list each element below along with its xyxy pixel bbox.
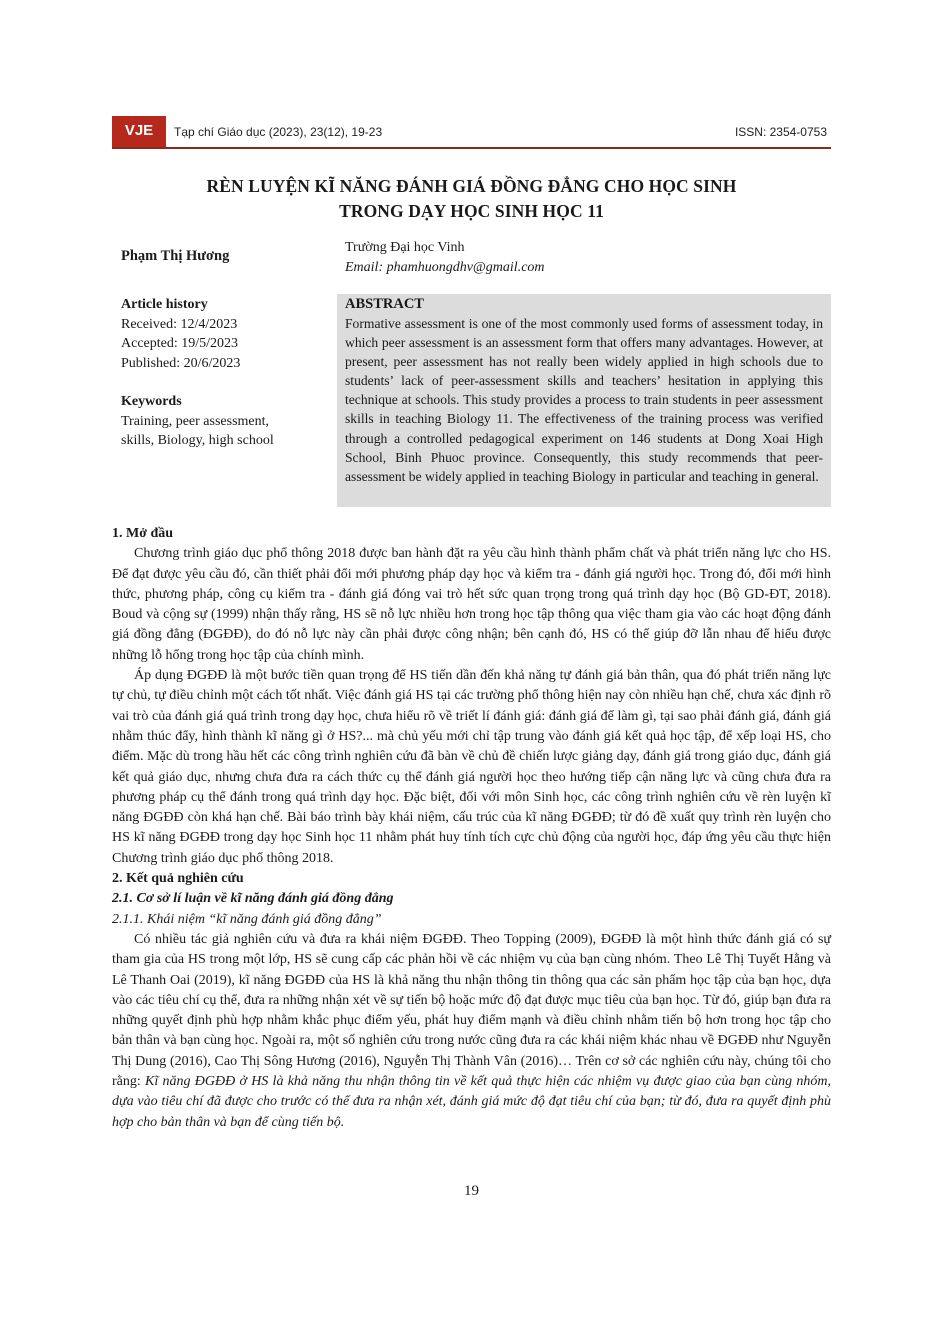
abstract-text: Formative assessment is one of the most commonly used forms of assessment today, in which peer assessment is an assessment form that offers many advantages. However, at present, peer assessment has not really been widely applied in high schools due to students’ lack of peer-assessment skills and teachers’ hesitation in applying this technique at schools. This study provides a process to train students in peer assessment skills in teaching Biology 11. The effectiveness of the training process was verified through a controlled pedagogical experiment on 146 students at Dong Xoai High School, Binh Phuoc province. Consequently, this study recommends that peer-assessment be widely applied in teaching Biology in particular and teaching in general. <box>345 316 823 484</box>
author-name: Phạm Thị Hương <box>121 248 230 264</box>
abstract-heading: ABSTRACT <box>345 296 424 312</box>
affiliation: Trường Đại học Vinh <box>345 240 465 255</box>
subsubsection-heading-2-1-1: 2.1.1. Khái niệm “kĩ năng đánh giá đồng đẳng” <box>112 911 382 927</box>
article-title <box>112 174 831 224</box>
page-number: 19 <box>464 1183 479 1199</box>
abstract-box <box>337 294 831 507</box>
section-heading-intro: 1. Mở đầu <box>112 526 174 541</box>
journal-header <box>112 116 831 148</box>
section-heading-results: 2. Kết quả nghiên cứu <box>112 871 244 887</box>
received-date: Received: 12/4/2023 <box>121 316 238 332</box>
subsection-heading-2-1: 2.1. Cơ sở lí luận về kĩ năng đánh giá đồng đẳng <box>112 891 394 907</box>
keywords-label: Keywords <box>121 394 182 409</box>
paragraph-3-definition: Kĩ năng ĐGĐĐ ở HS là khả năng thu nhận thông tin về kết quả thực hiện các nhiệm vụ được giao của bạn cùng nhóm, dựa vào tiêu chí đã được cho trước có thể đưa ra nhận xét, đánh giá mức độ đạt tiêu chí của bạn; từ đó, đưa ra quyết định phù hợp cho bản thân và bạn để cùng tiến bộ. <box>112 1074 832 1130</box>
paragraph-1: Chương trình giáo dục phổ thông 2018 được ban hành đặt ra yêu cầu hình thành phẩm chất và phát triển năng lực cho HS. Để đạt được yêu cầu đó, cần thiết phải đổi mới phương pháp dạy học và kiểm tra - đánh giá người học. Trong đó, đổi mới hình thức, phương pháp, công cụ kiểm tra - đánh giá đóng vai trò hết sức quan trọng trong quá trình dạy học (Bộ GD-ĐT, 2018). Boud và cộng sự (1999) nhận thấy rằng, HS sẽ nỗ lực nhiều hơn trong học tập thông qua việc tham gia vào các hoạt động đánh giá đồng đẳng (ĐGĐĐ), do đó nỗ lực này cần phải được công nhận; bên cạnh đó, HS có thể giúp đỡ lẫn nhau để hiểu được những lỗ hổng trong học tập của chính mình. <box>112 546 831 663</box>
title-line-2: TRONG DẠY HỌC SINH HỌC 11 <box>339 201 604 221</box>
journal-reference: Tạp chí Giáo dục (2023), 23(12), 19-23 <box>174 125 383 139</box>
vje-logo-badge: VJE <box>112 116 166 148</box>
accepted-date: Accepted: 19/5/2023 <box>121 336 239 351</box>
title-line-1: RÈN LUYỆN KĨ NĂNG ĐÁNH GIÁ ĐỒNG ĐẲNG CHO HỌC SINH <box>206 176 737 196</box>
published-date: Published: 20/6/2023 <box>121 355 241 371</box>
paragraph-3-text: Có nhiều tác giả nghiên cứu và đưa ra khái niệm ĐGĐĐ. Theo Topping (2009), ĐGĐĐ là một hình thức đánh giá có sự tham gia của HS trong một lớp, HS sẽ cung cấp các phản hồi về các nhiệm vụ của bạn cùng nhóm. Theo Lê Thị Tuyết Hằng và Lê Thanh Oai (2019), kĩ năng ĐGĐĐ của HS là khả năng thu nhận thông tin thông qua các sản phẩm học tập của bạn học, dựa vào các tiêu chí cụ thể, đưa ra những nhận xét về sự tiến bộ hoặc mức độ đạt được mục tiêu của bạn học. Từ đó, giúp bạn đưa ra những quyết định phù hợp nhằm khắc phục điểm yếu, phát huy điểm mạnh và điều chỉnh nhằm tiến bộ hơn trong học tập cho bản thân và bạn cùng học. Ngoài ra, một số nghiên cứu trong nước cũng đưa ra các khái niệm khác nhau về ĐGĐĐ như Nguyễn Thị Dung (2016), Cao Thị Sông Hương (2016), Nguyễn Thị Thành Vân (2016)… Trên cơ sở các nghiên cứu này, chúng tôi cho rằng: <box>112 931 831 1090</box>
author-email: Email: phamhuongdhv@gmail.com <box>345 260 545 275</box>
header-divider <box>112 147 831 149</box>
paragraph-2: Áp dụng ĐGĐĐ là một bước tiền quan trọng để HS tiến dần đến khả năng tự đánh giá bản thân, qua đó phát triển năng lực tự chủ, tự điều chỉnh một cách tốt nhất. Việc đánh giá HS tại các trường phổ thông hiện nay còn nhiều hạn chế, chưa xác định rõ vai trò của đánh giá quá trình trong dạy học, chưa hiểu rõ về triết lí đánh giá: đánh giá để làm gì, tại sao phải đánh giá, đánh giá nhằm thúc đẩy, hình thành kĩ năng gì ở HS?... mà chủ yếu mới chỉ tập trung vào đánh giá kết quả học tập, để xếp loại HS, cho điểm. Mặc dù trong hầu hết các công trình nghiên cứu đã bàn về chủ đề chiến lược giảng dạy, đánh giá trong giáo dục, đánh giá kết quả giáo dục, nhưng chưa đưa ra cách thức cụ thể đánh giá người học theo hướng tiếp cận năng lực và cũng chưa đưa ra phương pháp cụ thể đánh trong quá trình dạy học. Đặc biệt, đối với môn Sinh học, các công trình nghiên cứu về rèn luyện kĩ năng ĐGĐĐ còn khá hạn chế. Bài báo trình bày khái niệm, cấu trúc của kĩ năng ĐGĐĐ; từ đó đề xuất quy trình rèn luyện cho HS kĩ năng ĐGĐĐ trong dạy học Sinh học 11 nhằm phát huy tính tích cực chủ động của người học, đáp ứng yêu cầu thực hiện Chương trình giáo dục phổ thông 2018. <box>112 668 831 866</box>
issn-number: ISSN: 2354-0753 <box>734 125 827 139</box>
paragraph-3 <box>112 930 831 1133</box>
author-affiliation-block <box>345 238 545 278</box>
article-body <box>112 524 831 1133</box>
article-history-label: Article history <box>121 297 208 312</box>
keywords-line-2: skills, Biology, high school <box>121 433 274 448</box>
keywords-line-1: Training, peer assessment, <box>121 413 270 429</box>
article-sidebar <box>121 295 321 451</box>
